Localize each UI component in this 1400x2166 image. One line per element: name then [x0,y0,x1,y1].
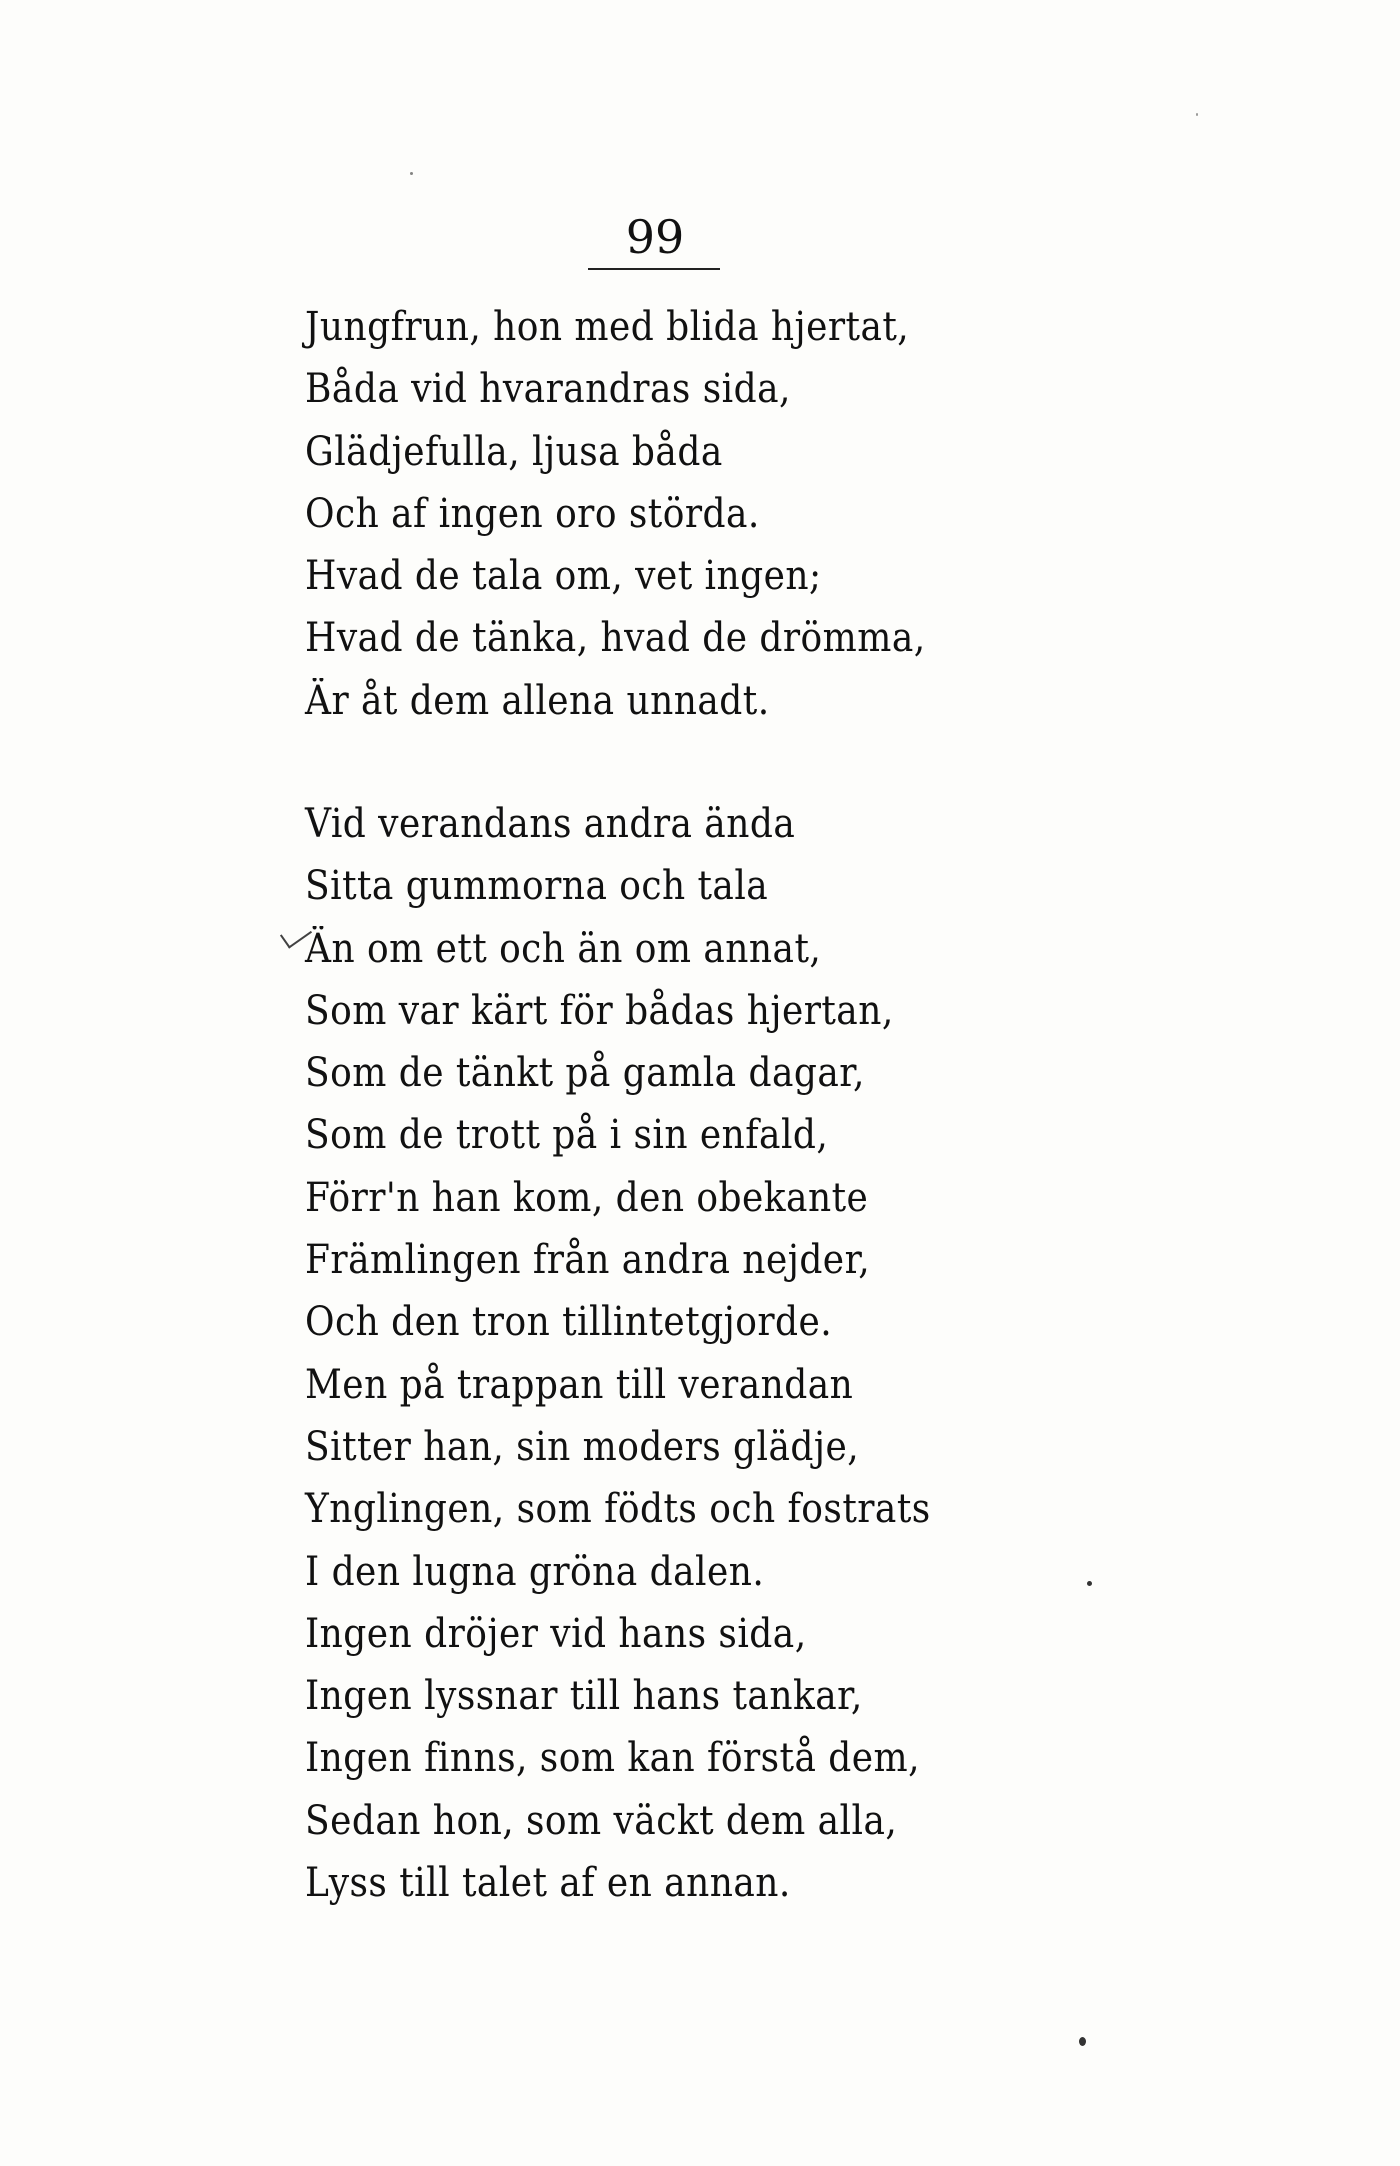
verse-line: Som de trott på i sin enfald, [305,1112,829,1159]
stanza-1 [305,296,995,732]
paper-speck [410,172,413,175]
stanza-2 [305,793,1000,1914]
verse-line: Och den tron tillintetgjorde. [305,1299,833,1346]
verse-line: Hvad de tänka, hvad de drömma, [305,615,926,662]
verse-line: Främlingen från andra nejder, [305,1237,871,1284]
page-number: 99 [625,210,685,264]
verse-line: Men på trappan till verandan [305,1361,854,1408]
paper-speck [1196,113,1198,116]
verse-line: Förr'n han kom, den obekante [305,1174,869,1221]
verse-line: Ynglingen, som födts och fostrats [305,1486,931,1533]
page-number-rule [588,268,720,270]
verse-line: Är åt dem allena unnadt. [305,677,770,724]
verse-line: Sedan hon, som väckt dem alla, [305,1797,898,1844]
verse-line: I den lugna gröna dalen. [305,1548,765,1595]
verse-line: Sitter han, sin moders glädje, [305,1423,860,1470]
verse-line: Jungfrun, hon med blida hjertat, [305,304,910,350]
verse-line: Och af ingen oro störda. [305,490,760,537]
verse-line: Sitta gummorna och tala [305,863,769,910]
verse-line: Som de tänkt på gamla dagar, [305,1050,865,1097]
verse-line: Ingen dröjer vid hans sida, [305,1610,807,1657]
verse-line: Ingen finns, som kan förstå dem, [305,1735,920,1782]
verse-line: Vid verandans andra ända [305,801,796,847]
verse-line: Ingen lyssnar till hans tankar, [305,1673,863,1720]
verse-line: Hvad de tala om, vet ingen; [305,553,822,600]
paper-speck [1079,2037,1086,2046]
verse-line: Båda vid hvarandras sida, [305,366,791,413]
verse-line: Än om ett och än om annat, [305,925,822,972]
paper-speck [1087,1581,1092,1586]
verse-line: Glädjefulla, ljusa båda [305,428,723,475]
verse-line: Som var kärt för bådas hjertan, [305,987,894,1034]
verse-line: Lyss till talet af en annan. [305,1860,791,1907]
